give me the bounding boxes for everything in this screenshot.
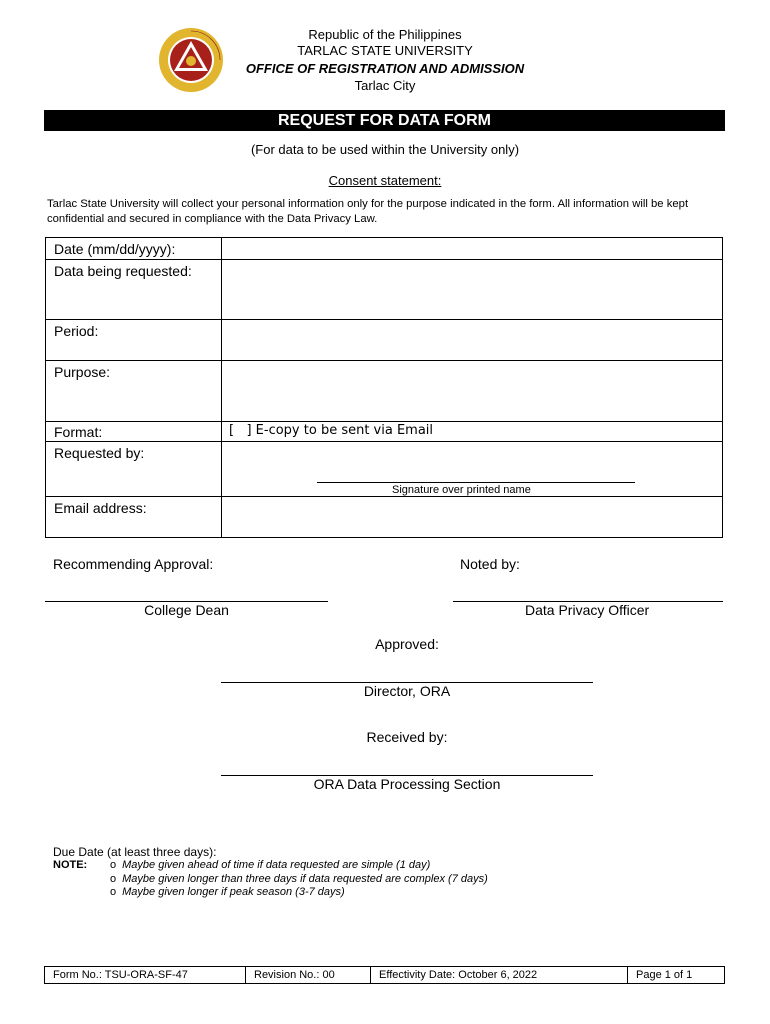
header-republic: Republic of the Philippines xyxy=(308,27,462,42)
note-item-text: Maybe given longer if peak season (3-7 days) xyxy=(122,886,345,898)
data-privacy-officer-label: Data Privacy Officer xyxy=(525,602,650,618)
requested-label-cell xyxy=(46,442,222,497)
format-label-cell xyxy=(46,422,222,442)
date-label-cell xyxy=(46,238,222,260)
recommending-approval-label: Recommending Approval: xyxy=(53,556,214,572)
email-label-cell xyxy=(46,497,222,538)
email-label: Email address: xyxy=(54,500,147,516)
subtitle: (For data to be used within the University only) xyxy=(250,142,520,157)
effectivity-date: Effectivity Date: October 6, 2022 xyxy=(371,967,628,983)
format-field[interactable] xyxy=(222,422,723,442)
purpose-label-cell xyxy=(46,361,222,422)
request-form-table xyxy=(45,237,723,538)
form-title-banner: REQUEST FOR DATA FORM xyxy=(44,110,725,131)
due-date-label: Due Date (at least three days): xyxy=(53,845,217,859)
format-label: Format: xyxy=(54,424,103,440)
data-label-cell xyxy=(46,260,222,320)
purpose-field[interactable] xyxy=(222,361,723,422)
period-field[interactable] xyxy=(222,320,723,361)
period-label: Period: xyxy=(54,323,99,339)
ecopy-option[interactable]: [ ] E-copy to be sent via Email xyxy=(229,423,434,438)
signature-line xyxy=(317,482,635,483)
signature-caption: Signature over printed name xyxy=(392,484,531,496)
noted-by-label: Noted by: xyxy=(460,556,520,572)
data-label: Data being requested: xyxy=(54,263,192,279)
note-item-text: Maybe given longer than three days if data requested are complex (7 days) xyxy=(122,872,488,885)
consent-text: Tarlac State University will collect your personal information only for the purpose indicated in the form. All information will be kept confidential and secured in compliance with the Data Privacy Law. xyxy=(47,198,689,225)
note-label: NOTE: xyxy=(53,859,88,871)
header-office: OFFICE OF REGISTRATION AND ADMISSION xyxy=(245,61,525,76)
note-item-text: Maybe given ahead of time if data requested are simple (1 day) xyxy=(122,859,431,871)
form-number: Form No.: TSU-ORA-SF-47 xyxy=(45,967,246,983)
header-city: Tarlac City xyxy=(354,78,416,93)
date-label: Date (mm/dd/yyyy): xyxy=(54,241,176,257)
bullet-icon: o xyxy=(110,886,117,898)
header-university: TARLAC STATE UNIVERSITY xyxy=(297,43,473,58)
form-footer xyxy=(44,966,725,984)
bullet-icon: o xyxy=(110,859,117,871)
data-requested-field[interactable] xyxy=(222,260,723,320)
college-dean-label: College Dean xyxy=(144,602,229,618)
consent-heading: Consent statement: xyxy=(328,173,442,188)
director-label: Director, ORA xyxy=(363,683,451,699)
requested-by-field[interactable] xyxy=(222,442,723,497)
list-item xyxy=(110,886,488,900)
page-number: Page 1 of 1 xyxy=(636,969,693,981)
bullet-icon: o xyxy=(110,872,117,885)
period-label-cell xyxy=(46,320,222,361)
list-item xyxy=(110,859,488,873)
email-field[interactable] xyxy=(222,497,723,538)
received-by-label: Received by: xyxy=(366,729,448,745)
processing-section-label: ORA Data Processing Section xyxy=(313,776,501,792)
purpose-label: Purpose: xyxy=(54,364,111,380)
note-list xyxy=(110,859,488,900)
approved-label: Approved: xyxy=(375,636,439,652)
list-item xyxy=(110,873,488,887)
date-field[interactable] xyxy=(222,238,723,260)
revision-number: Revision No.: 00 xyxy=(246,967,371,983)
requested-label: Requested by: xyxy=(54,445,145,461)
